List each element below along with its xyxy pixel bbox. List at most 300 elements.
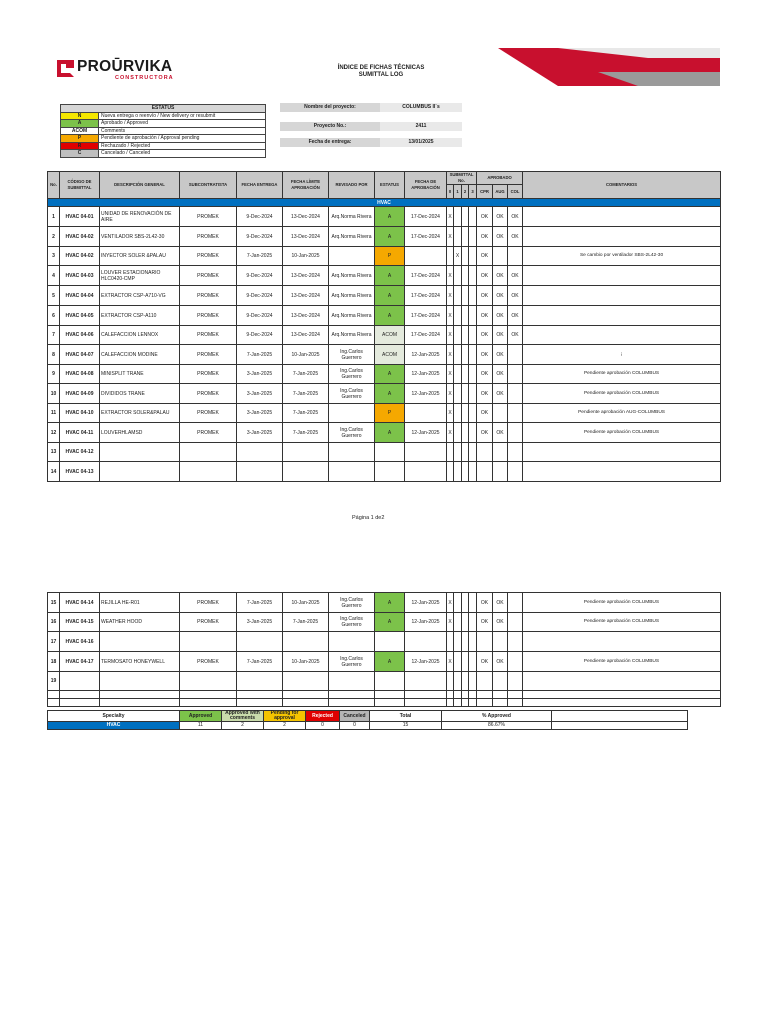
row-status	[375, 462, 405, 482]
row-sub-0	[447, 462, 454, 482]
row-sub-2	[462, 423, 469, 443]
row-code: HVAC 04-02	[60, 247, 100, 266]
row-subcontractor	[180, 462, 237, 482]
row-description: TERMOSATO HONEYWELL	[100, 652, 180, 672]
empty-cell	[48, 691, 60, 699]
row-approval-date: 17-Dec-2024	[405, 326, 447, 345]
delivery-date-value: 13/01/2025	[380, 138, 462, 147]
row-sub-2	[462, 652, 469, 672]
row-aug: OK	[493, 384, 508, 404]
row-cpr: OK	[477, 207, 493, 227]
row-deadline: 13-Dec-2024	[283, 266, 329, 286]
row-status: A	[375, 207, 405, 227]
row-sub-2	[462, 404, 469, 423]
row-delivery-date	[237, 672, 283, 691]
row-code: HVAC 04-10	[60, 404, 100, 423]
row-status	[375, 632, 405, 652]
row-number: 5	[48, 286, 60, 306]
row-number: 12	[48, 423, 60, 443]
summary-specialty: HVAC	[48, 722, 180, 730]
row-sub-0: X	[447, 613, 454, 632]
row-sub-3	[469, 423, 477, 443]
row-col: OK	[508, 266, 523, 286]
row-subcontractor: PROMEK	[180, 423, 237, 443]
row-description: INYECTOR SOLER &PALAU	[100, 247, 180, 266]
row-description: CALEFACCION MODINE	[100, 345, 180, 365]
row-status: P	[375, 404, 405, 423]
row-col	[508, 345, 523, 365]
table-row	[48, 365, 721, 384]
row-deadline: 13-Dec-2024	[283, 286, 329, 306]
row-aug	[493, 462, 508, 482]
empty-row	[48, 691, 721, 699]
row-code: HVAC 04-15	[60, 613, 100, 632]
row-subcontractor: PROMEK	[180, 365, 237, 384]
row-approval-date: 17-Dec-2024	[405, 286, 447, 306]
row-sub-3	[469, 286, 477, 306]
table-row	[48, 652, 721, 672]
table-row	[48, 227, 721, 247]
row-code	[60, 672, 100, 691]
row-comment: Se cambio por ventilador SBS-2L42-30	[523, 247, 721, 266]
row-sub-2	[462, 326, 469, 345]
row-cpr: OK	[477, 227, 493, 247]
row-sub-3	[469, 247, 477, 266]
row-number: 10	[48, 384, 60, 404]
document-title-line1: ÍNDICE DE FICHAS TÉCNICAS	[337, 65, 425, 71]
row-deadline: 10-Jan-2025	[283, 345, 329, 365]
row-delivery-date	[237, 443, 283, 462]
row-reviewer	[329, 462, 375, 482]
row-number: 3	[48, 247, 60, 266]
summary-header-pending: Pending for approval	[264, 711, 306, 722]
row-deadline: 7-Jan-2025	[283, 384, 329, 404]
row-sub-1	[454, 443, 462, 462]
row-sub-1	[454, 404, 462, 423]
header-submittal-no: SUBMITTAL No.	[447, 172, 477, 185]
empty-cell	[375, 691, 405, 699]
header-col: COL	[508, 185, 523, 199]
row-delivery-date: 7-Jan-2025	[237, 593, 283, 613]
row-sub-2	[462, 462, 469, 482]
row-sub-2	[462, 345, 469, 365]
row-comment: ¡	[523, 345, 721, 365]
row-subcontractor	[180, 632, 237, 652]
empty-cell	[454, 691, 462, 699]
row-aug: OK	[493, 345, 508, 365]
row-sub-1	[454, 672, 462, 691]
row-comment	[523, 266, 721, 286]
row-deadline: 13-Dec-2024	[283, 207, 329, 227]
project-number-label: Proyecto No.:	[280, 122, 380, 131]
project-name-value: COLUMBUS II´s	[380, 103, 462, 112]
row-reviewer: Arq.Norma Rivera	[329, 227, 375, 247]
row-comment	[523, 672, 721, 691]
row-sub-1	[454, 227, 462, 247]
row-sub-3	[469, 266, 477, 286]
empty-cell	[462, 699, 469, 707]
row-subcontractor: PROMEK	[180, 593, 237, 613]
row-delivery-date: 7-Jan-2025	[237, 247, 283, 266]
row-comment: Pendiente aprobación COLUMBUS	[523, 593, 721, 613]
summary-approved: 11	[180, 722, 222, 730]
row-reviewer: Arq.Norma Rivera	[329, 207, 375, 227]
row-approval-date	[405, 247, 447, 266]
row-aug	[493, 247, 508, 266]
row-aug: OK	[493, 365, 508, 384]
row-code: HVAC 04-04	[60, 286, 100, 306]
row-code: HVAC 04-12	[60, 443, 100, 462]
row-col	[508, 593, 523, 613]
row-sub-2	[462, 227, 469, 247]
row-sub-1	[454, 613, 462, 632]
row-deadline	[283, 443, 329, 462]
row-number: 7	[48, 326, 60, 345]
submittal-log-table-page2	[47, 592, 721, 707]
row-sub-3	[469, 207, 477, 227]
row-code: HVAC 04-02	[60, 227, 100, 247]
row-number: 17	[48, 632, 60, 652]
row-sub-0: X	[447, 207, 454, 227]
row-sub-0: X	[447, 384, 454, 404]
row-sub-0: X	[447, 423, 454, 443]
row-col	[508, 632, 523, 652]
row-comment	[523, 462, 721, 482]
row-cpr: OK	[477, 404, 493, 423]
row-sub-3	[469, 306, 477, 326]
row-aug	[493, 404, 508, 423]
row-aug: OK	[493, 652, 508, 672]
row-number: 8	[48, 345, 60, 365]
row-code: HVAC 04-16	[60, 632, 100, 652]
status-description: Aprobado / Approved	[99, 120, 266, 128]
row-number: 9	[48, 365, 60, 384]
row-code: HVAC 04-05	[60, 306, 100, 326]
table-row	[48, 613, 721, 632]
header-no: No.	[48, 172, 60, 199]
row-subcontractor	[180, 443, 237, 462]
empty-cell	[523, 691, 721, 699]
row-status: A	[375, 306, 405, 326]
empty-cell	[329, 691, 375, 699]
row-sub-2	[462, 207, 469, 227]
row-sub-2	[462, 593, 469, 613]
row-aug: OK	[493, 286, 508, 306]
row-sub-2	[462, 365, 469, 384]
row-description: EXTRACTOR CSP-A710-VG	[100, 286, 180, 306]
row-status: A	[375, 652, 405, 672]
row-status: A	[375, 423, 405, 443]
row-approval-date: 17-Dec-2024	[405, 207, 447, 227]
submittal-log-table	[47, 171, 721, 482]
empty-cell	[477, 699, 493, 707]
status-description: Nueva entrega o reenvío / New delivery or resubmit	[99, 112, 266, 120]
row-deadline: 10-Jan-2025	[283, 593, 329, 613]
empty-cell	[100, 699, 180, 707]
row-aug: OK	[493, 423, 508, 443]
row-cpr: OK	[477, 365, 493, 384]
row-delivery-date	[237, 632, 283, 652]
empty-cell	[469, 699, 477, 707]
company-logo	[57, 58, 187, 88]
empty-cell	[283, 691, 329, 699]
row-comment: Pendiente aprobación COLUMBUS	[523, 613, 721, 632]
row-approval-date: 17-Dec-2024	[405, 266, 447, 286]
row-cpr: OK	[477, 345, 493, 365]
row-sub-0	[447, 247, 454, 266]
summary-header-percent: % Approved	[442, 711, 552, 722]
row-sub-0	[447, 632, 454, 652]
summary-table	[47, 710, 688, 730]
row-cpr: OK	[477, 286, 493, 306]
row-number: 16	[48, 613, 60, 632]
empty-cell	[469, 691, 477, 699]
row-number: 1	[48, 207, 60, 227]
row-approval-date: 12-Jan-2025	[405, 652, 447, 672]
row-aug: OK	[493, 593, 508, 613]
project-number-value: 2411	[380, 122, 462, 131]
row-deadline: 13-Dec-2024	[283, 326, 329, 345]
row-sub-3	[469, 345, 477, 365]
row-delivery-date: 7-Jan-2025	[237, 652, 283, 672]
row-reviewer: Ing.Carlos Guerrero	[329, 423, 375, 443]
row-delivery-date: 9-Dec-2024	[237, 306, 283, 326]
row-sub-1	[454, 306, 462, 326]
row-sub-0: X	[447, 593, 454, 613]
row-col	[508, 462, 523, 482]
row-description: EXTRACTOR SOLER&PALAU	[100, 404, 180, 423]
row-deadline: 13-Dec-2024	[283, 306, 329, 326]
row-cpr	[477, 672, 493, 691]
row-subcontractor: PROMEK	[180, 207, 237, 227]
row-col	[508, 652, 523, 672]
row-cpr: OK	[477, 423, 493, 443]
row-sub-3	[469, 365, 477, 384]
row-number: 2	[48, 227, 60, 247]
summary-header-approved: Approved	[180, 711, 222, 722]
table-row	[48, 593, 721, 613]
delivery-date-label: Fecha de entrega:	[280, 138, 380, 147]
row-description: UNIDAD DE RENOVACIÓN DE AIRE	[100, 207, 180, 227]
row-code: HVAC 04-17	[60, 652, 100, 672]
row-aug: OK	[493, 266, 508, 286]
header-comentarios: COMENTARIOS	[523, 172, 721, 199]
status-legend-row	[61, 142, 266, 150]
empty-cell	[180, 699, 237, 707]
logo-mark-icon	[57, 60, 74, 77]
row-aug	[493, 632, 508, 652]
header-sub-2: 2	[462, 185, 469, 199]
row-cpr: OK	[477, 247, 493, 266]
row-comment: Pendiente aprobación COLUMBUS	[523, 384, 721, 404]
row-sub-1	[454, 652, 462, 672]
header-estatus: ESTATUS	[375, 172, 405, 199]
row-delivery-date: 7-Jan-2025	[237, 345, 283, 365]
row-number: 6	[48, 306, 60, 326]
row-col: OK	[508, 207, 523, 227]
row-delivery-date: 3-Jan-2025	[237, 423, 283, 443]
delivery-date-field	[280, 138, 462, 147]
row-description: REJILLA HE-R01	[100, 593, 180, 613]
status-legend-row	[61, 135, 266, 143]
row-number: 4	[48, 266, 60, 286]
status-legend-row	[61, 112, 266, 120]
table-row	[48, 266, 721, 286]
row-subcontractor: PROMEK	[180, 266, 237, 286]
row-code: HVAC 04-14	[60, 593, 100, 613]
row-sub-0: X	[447, 326, 454, 345]
row-delivery-date: 9-Dec-2024	[237, 266, 283, 286]
status-legend-header: ESTATUS	[61, 105, 266, 113]
row-sub-1	[454, 462, 462, 482]
row-sub-2	[462, 266, 469, 286]
row-cpr	[477, 443, 493, 462]
row-subcontractor	[180, 672, 237, 691]
summary-canceled: 0	[340, 722, 370, 730]
empty-row	[48, 699, 721, 707]
row-sub-1	[454, 593, 462, 613]
row-sub-0: X	[447, 306, 454, 326]
row-cpr: OK	[477, 384, 493, 404]
row-cpr: OK	[477, 652, 493, 672]
row-comment	[523, 326, 721, 345]
row-reviewer: Ing.Carlos Guerrero	[329, 613, 375, 632]
row-delivery-date: 3-Jan-2025	[237, 365, 283, 384]
row-subcontractor: PROMEK	[180, 404, 237, 423]
table-row	[48, 345, 721, 365]
row-comment	[523, 207, 721, 227]
row-approval-date	[405, 672, 447, 691]
row-sub-1	[454, 345, 462, 365]
row-sub-0: X	[447, 345, 454, 365]
row-status: ACOM	[375, 345, 405, 365]
row-number: 11	[48, 404, 60, 423]
row-description: CALEFACCION LENNOX	[100, 326, 180, 345]
row-sub-3	[469, 613, 477, 632]
empty-cell	[100, 691, 180, 699]
row-description: LOUVER ESTACIONARIO HLC0420-CMP	[100, 266, 180, 286]
row-delivery-date: 9-Dec-2024	[237, 207, 283, 227]
row-code: HVAC 04-13	[60, 462, 100, 482]
row-cpr: OK	[477, 613, 493, 632]
status-legend-row	[61, 150, 266, 158]
row-sub-1	[454, 365, 462, 384]
empty-cell	[405, 699, 447, 707]
row-number: 19	[48, 672, 60, 691]
row-reviewer	[329, 632, 375, 652]
empty-cell	[405, 691, 447, 699]
row-sub-0: X	[447, 652, 454, 672]
summary-percent: 86.67%	[442, 722, 552, 730]
row-aug	[493, 672, 508, 691]
row-col: OK	[508, 306, 523, 326]
empty-cell	[508, 699, 523, 707]
row-number: 13	[48, 443, 60, 462]
row-approval-date: 12-Jan-2025	[405, 613, 447, 632]
row-aug: OK	[493, 227, 508, 247]
table-row	[48, 326, 721, 345]
row-deadline: 10-Jan-2025	[283, 652, 329, 672]
row-col	[508, 423, 523, 443]
row-status: A	[375, 365, 405, 384]
status-description: Cancelado / Canceled	[99, 150, 266, 158]
row-code: HVAC 04-06	[60, 326, 100, 345]
header-aug: AUG	[493, 185, 508, 199]
row-sub-3	[469, 443, 477, 462]
header-sub-0: 0	[447, 185, 454, 199]
row-description	[100, 632, 180, 652]
table-row	[48, 306, 721, 326]
row-subcontractor: PROMEK	[180, 384, 237, 404]
header-sub-1: 1	[454, 185, 462, 199]
row-approval-date	[405, 462, 447, 482]
summary-rejected: 0	[306, 722, 340, 730]
summary-header-canceled: Canceled	[340, 711, 370, 722]
row-deadline: 10-Jan-2025	[283, 247, 329, 266]
row-reviewer	[329, 247, 375, 266]
row-approval-date: 12-Jan-2025	[405, 345, 447, 365]
summary-header-approved-comments: Approved with comments	[222, 711, 264, 722]
row-reviewer	[329, 443, 375, 462]
row-sub-2	[462, 613, 469, 632]
row-comment: Pendiente aprobación COLUMBUS	[523, 365, 721, 384]
row-sub-0	[447, 672, 454, 691]
header-sub-3: 3	[469, 185, 477, 199]
header-fecha-aprobacion: FECHA DE APROBACIÓN	[405, 172, 447, 199]
project-number-field	[280, 122, 462, 131]
section-label: HVAC	[48, 199, 721, 207]
row-description: LOUVERHLAMSD	[100, 423, 180, 443]
empty-cell	[454, 699, 462, 707]
row-description	[100, 443, 180, 462]
row-sub-0: X	[447, 404, 454, 423]
row-sub-1	[454, 207, 462, 227]
row-status: ACOM	[375, 326, 405, 345]
row-description: VENTILADOR SBS-2L42-30	[100, 227, 180, 247]
row-delivery-date: 3-Jan-2025	[237, 404, 283, 423]
section-row-hvac	[48, 199, 721, 207]
row-comment	[523, 443, 721, 462]
row-sub-2	[462, 247, 469, 266]
row-deadline: 7-Jan-2025	[283, 613, 329, 632]
company-subtitle: CONSTRUCTORA	[115, 75, 174, 81]
row-approval-date: 12-Jan-2025	[405, 384, 447, 404]
row-sub-0: X	[447, 365, 454, 384]
row-description: DIVIDIDOS TRANE	[100, 384, 180, 404]
page-number: Página 1 de2	[352, 515, 385, 521]
row-subcontractor: PROMEK	[180, 227, 237, 247]
empty-cell	[477, 691, 493, 699]
row-sub-2	[462, 443, 469, 462]
row-sub-3	[469, 632, 477, 652]
row-approval-date	[405, 632, 447, 652]
row-description: EXTRACTOR CSP-A110	[100, 306, 180, 326]
summary-blank	[552, 722, 688, 730]
empty-cell	[447, 699, 454, 707]
table-row	[48, 404, 721, 423]
row-deadline	[283, 462, 329, 482]
project-name-field	[280, 103, 462, 112]
row-comment: Pendiente aprobación COLUMBUS	[523, 423, 721, 443]
row-cpr: OK	[477, 326, 493, 345]
status-code: A	[61, 120, 99, 128]
row-approval-date: 12-Jan-2025	[405, 593, 447, 613]
row-number: 18	[48, 652, 60, 672]
row-sub-1	[454, 384, 462, 404]
row-sub-2	[462, 286, 469, 306]
row-reviewer: Arq.Norma Rivera	[329, 326, 375, 345]
row-approval-date: 12-Jan-2025	[405, 365, 447, 384]
